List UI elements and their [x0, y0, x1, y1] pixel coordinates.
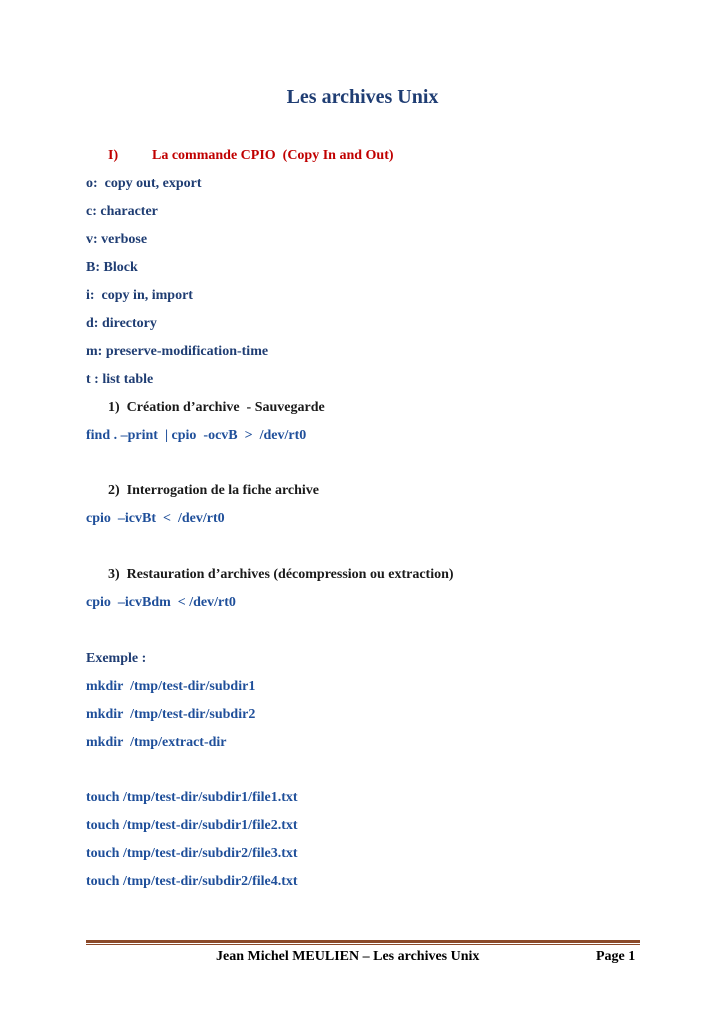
command-line: touch /tmp/test-dir/subdir1/file2.txt: [86, 818, 298, 833]
step-heading: 2) Interrogation de la fiche archive: [108, 483, 320, 498]
step-heading: 1) Création d’archive - Sauvegarde: [108, 400, 325, 415]
command-line: touch /tmp/test-dir/subdir2/file4.txt: [86, 874, 298, 889]
footer-rule-thick: [86, 940, 640, 943]
footer-author-title: Jean Michel MEULIEN – Les archives Unix: [216, 949, 480, 964]
option-line: m: preserve-modification-time: [86, 344, 269, 359]
command-line: cpio –icvBt < /dev/rt0: [86, 511, 225, 526]
footer-page-number: Page 1: [596, 949, 636, 964]
option-line: B: Block: [86, 260, 138, 275]
option-line: t : list table: [86, 372, 154, 387]
command-line: mkdir /tmp/test-dir/subdir1: [86, 679, 256, 694]
command-line: touch /tmp/test-dir/subdir2/file3.txt: [86, 846, 298, 861]
page-title: Les archives Unix: [286, 86, 439, 108]
command-line: touch /tmp/test-dir/subdir1/file1.txt: [86, 790, 298, 805]
command-line: mkdir /tmp/extract-dir: [86, 735, 227, 750]
command-line: cpio –icvBdm < /dev/rt0: [86, 595, 236, 610]
section-number: I): [108, 148, 119, 163]
option-line: o: copy out, export: [86, 176, 202, 191]
step-heading: 3) Restauration d’archives (décompression ou extraction): [108, 567, 454, 582]
example-heading: Exemple :: [86, 651, 147, 666]
option-line: d: directory: [86, 316, 157, 331]
option-line: i: copy in, import: [86, 288, 193, 303]
command-line: mkdir /tmp/test-dir/subdir2: [86, 707, 256, 722]
footer-rule: [86, 940, 640, 946]
option-line: c: character: [86, 204, 158, 219]
section-title: La commande CPIO (Copy In and Out): [152, 148, 394, 163]
footer-rule-thin: [86, 944, 640, 945]
option-line: v: verbose: [86, 232, 148, 247]
command-line: find . –print | cpio -ocvB > /dev/rt0: [86, 428, 307, 443]
